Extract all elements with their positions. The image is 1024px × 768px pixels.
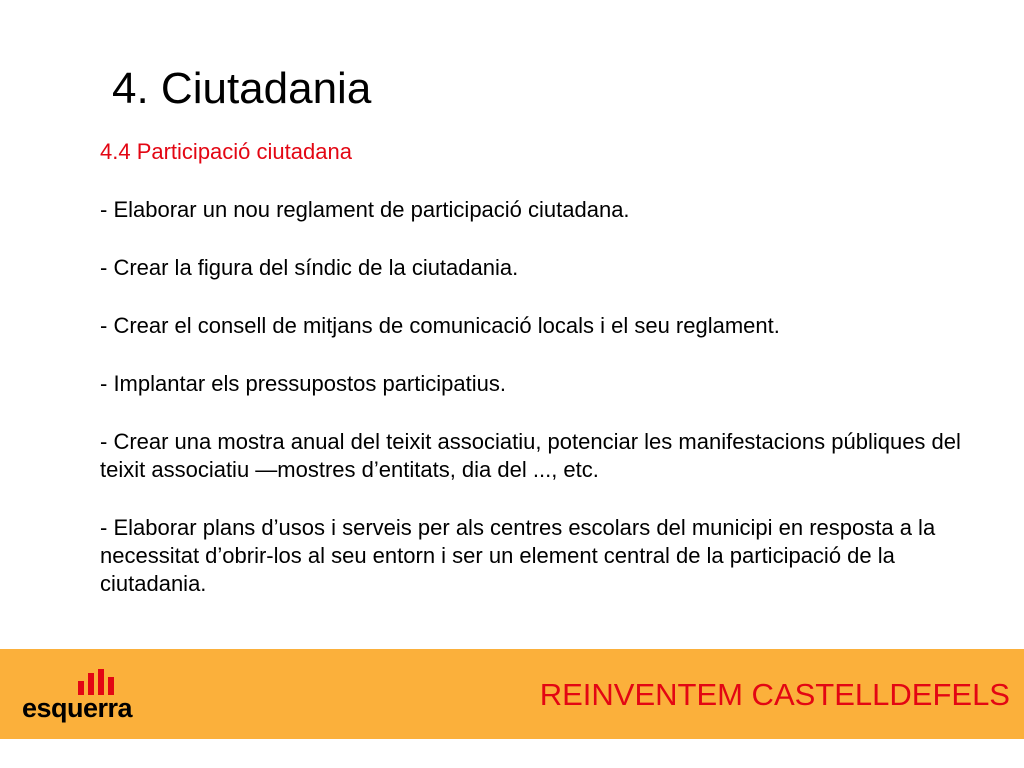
section-subtitle: 4.4 Participació ciutadana xyxy=(100,139,352,164)
logo-text: esquerra xyxy=(22,693,133,723)
bullet-item: - Crear el consell de mitjans de comunicació locals i el seu reglament. xyxy=(100,313,780,338)
bullet-item: - Crear la figura del síndic de la ciutadania. xyxy=(100,255,519,280)
bullet-item: - Elaborar plans d’usos i serveis per als centres escolars del municipi en resposta a la necessitat d’obrir-los al seu entorn i ser un element central de la participació de la ciutadania. xyxy=(100,515,936,596)
slide-content xyxy=(100,138,1000,598)
bullet-item: - Elaborar un nou reglament de participació ciutadana. xyxy=(100,197,630,222)
flag-stripes-icon xyxy=(76,667,120,695)
bullet-item: - Crear una mostra anual del teixit associatiu, potenciar les manifestacions públiques del teixit associatiu —mostres d’entitats, dia del ..., etc. xyxy=(100,429,961,482)
footer-bar xyxy=(0,649,1024,739)
bullet-item: - Implantar els pressupostos participatius. xyxy=(100,371,506,396)
slogan: REINVENTEM CASTELLDEFELS xyxy=(539,677,1010,712)
slide-title: 4. Ciutadania xyxy=(112,64,372,113)
party-logo xyxy=(22,667,152,727)
